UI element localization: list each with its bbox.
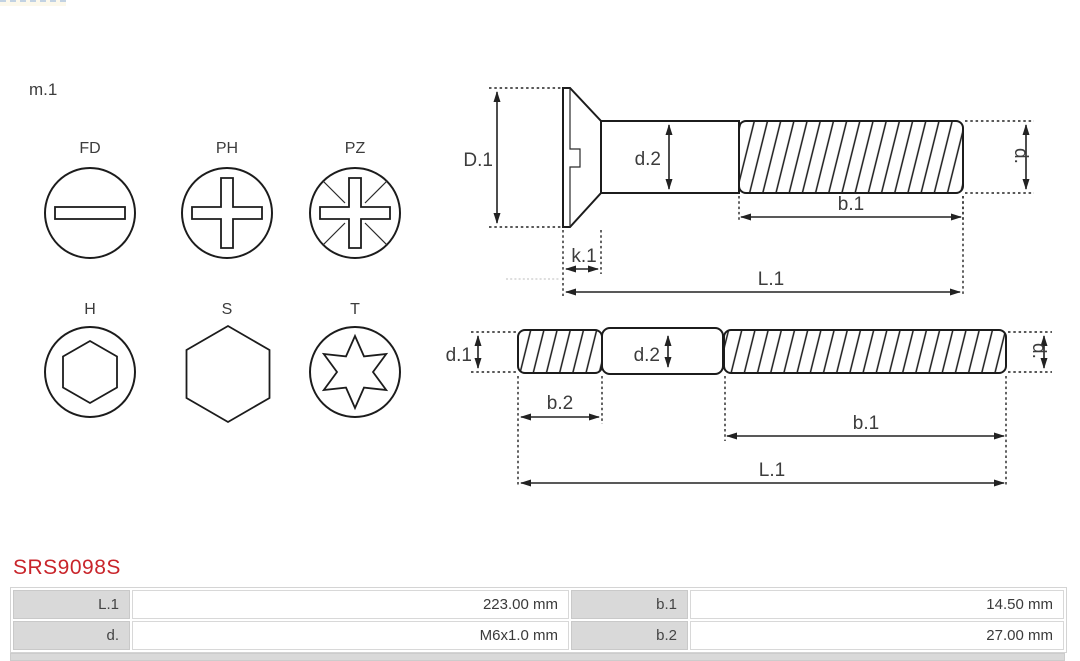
dim-label-k1: k.1 bbox=[571, 246, 597, 267]
ph-label: PH bbox=[215, 140, 239, 157]
dim-value-cell: 27.00 mm bbox=[690, 621, 1064, 650]
dim-label-d: d. bbox=[1010, 148, 1031, 164]
dim-label-d2-stud: d.2 bbox=[633, 345, 660, 366]
dim-D1 bbox=[463, 88, 566, 227]
fd-circle bbox=[45, 168, 135, 258]
fd-label: FD bbox=[79, 140, 101, 157]
screw-thread bbox=[739, 121, 963, 193]
table-row bbox=[13, 621, 1064, 650]
dim-L1-screw bbox=[566, 196, 963, 296]
dim-b1-screw bbox=[739, 194, 963, 222]
pz-pozidriv-drive-icon bbox=[310, 140, 400, 258]
s-hex-head-drive-icon bbox=[187, 301, 270, 422]
table-row-cutoff bbox=[10, 653, 1065, 661]
dim-value-cell: 223.00 mm bbox=[132, 590, 569, 619]
s-hexagon bbox=[187, 326, 270, 422]
stud-right-thread bbox=[724, 330, 1006, 373]
dim-label-d2: d.2 bbox=[634, 149, 661, 170]
dim-d1-stud bbox=[446, 332, 516, 372]
dim-label-D1: D.1 bbox=[463, 150, 493, 171]
pz-label: PZ bbox=[344, 140, 366, 157]
t-circle bbox=[310, 327, 400, 417]
stud-diagram bbox=[446, 328, 1052, 487]
t-label: T bbox=[350, 301, 360, 318]
drive-type-icons bbox=[45, 140, 400, 422]
dimensions-table bbox=[10, 587, 1067, 653]
t-torx-drive-icon bbox=[310, 301, 400, 417]
dim-key-cell: b.2 bbox=[571, 621, 688, 650]
h-label: H bbox=[84, 301, 96, 318]
ph-circle bbox=[182, 168, 272, 258]
dim-value-cell: M6x1.0 mm bbox=[132, 621, 569, 650]
dim-k1 bbox=[506, 230, 601, 296]
part-number: SRS9098S bbox=[13, 556, 121, 579]
screw-shank bbox=[601, 121, 739, 193]
ph-phillips-drive-icon bbox=[182, 140, 272, 258]
dim-label-b1: b.1 bbox=[837, 194, 865, 215]
dim-key-cell: b.1 bbox=[571, 590, 688, 619]
dim-label-d1: d.1 bbox=[445, 345, 472, 366]
dim-b2 bbox=[518, 376, 602, 487]
table-row bbox=[13, 590, 1064, 619]
dim-label-L1-stud: L.1 bbox=[758, 460, 786, 481]
fd-slotted-drive-icon bbox=[45, 140, 135, 258]
screw-head bbox=[563, 88, 601, 227]
stud-plain-section bbox=[602, 328, 723, 374]
dim-label-b1-stud: b.1 bbox=[852, 413, 880, 434]
dim-label-b2: b.2 bbox=[546, 393, 574, 414]
dim-key-cell: d. bbox=[13, 621, 130, 650]
stud-left-thread bbox=[518, 330, 602, 373]
dim-value-cell: 14.50 mm bbox=[690, 590, 1064, 619]
h-hex-socket-drive-icon bbox=[45, 301, 135, 417]
module-label: m.1 bbox=[29, 80, 58, 99]
dim-label-d-stud: d. bbox=[1028, 343, 1049, 359]
dim-L1-stud bbox=[521, 460, 1004, 483]
countersunk-screw-diagram bbox=[463, 88, 1034, 296]
dim-d-stud bbox=[1008, 332, 1052, 372]
s-label: S bbox=[221, 301, 233, 318]
dim-label-L1: L.1 bbox=[757, 269, 785, 290]
dim-d-screw bbox=[965, 121, 1034, 193]
dim-key-cell: L.1 bbox=[13, 590, 130, 619]
